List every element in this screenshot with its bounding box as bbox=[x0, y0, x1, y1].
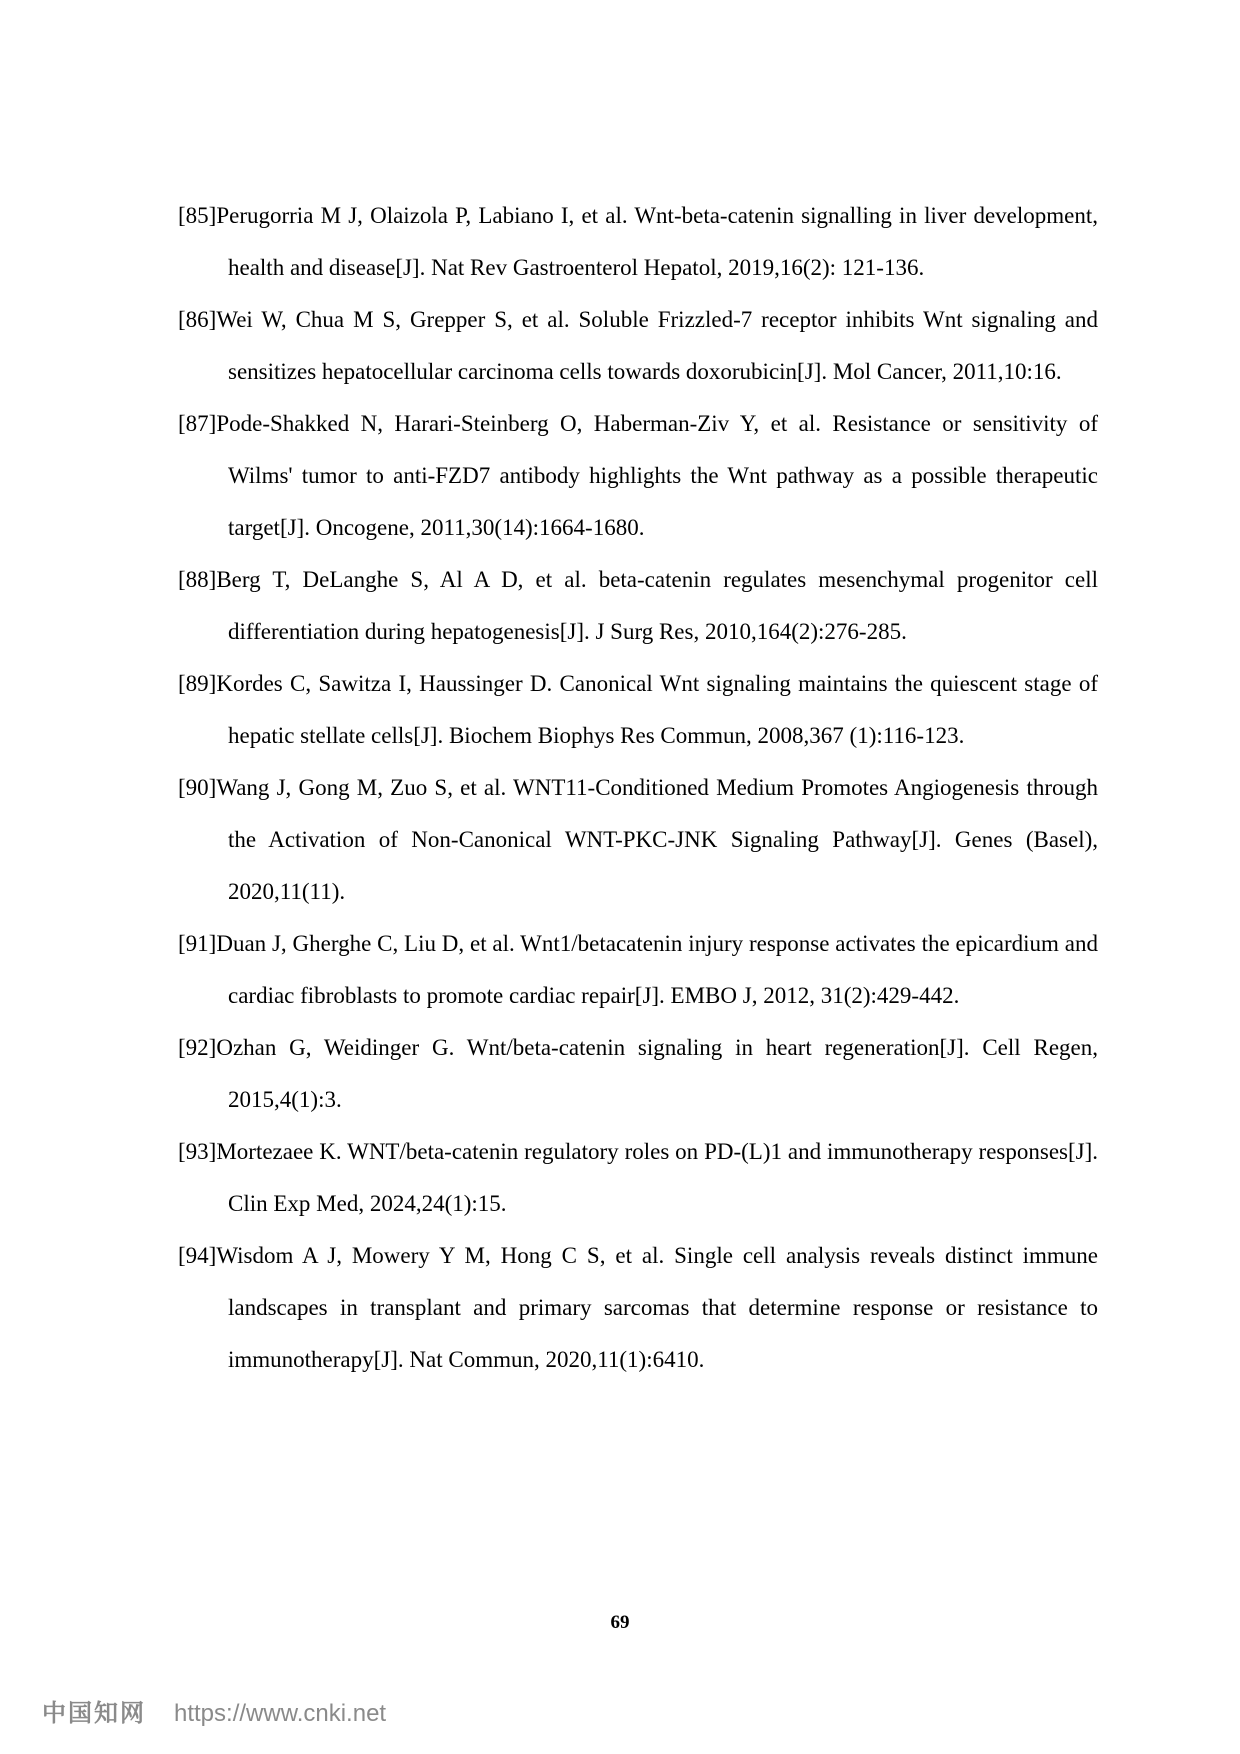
reference-item bbox=[178, 918, 1098, 1022]
reference-text: Ozhan G, Weidinger G. Wnt/beta-catenin signaling in heart regeneration[J]. Cell Regen, 2015,4(1):3. bbox=[216, 1035, 1098, 1112]
reference-number: [91] bbox=[178, 931, 217, 956]
reference-number: [85] bbox=[178, 203, 217, 228]
reference-number: [94] bbox=[178, 1243, 217, 1268]
reference-text: Berg T, DeLanghe S, Al A D, et al. beta-catenin regulates mesenchymal progenitor cell differentiation during hepatogenesis[J]. J Surg Res, 2010,164(2):276-285. bbox=[216, 567, 1098, 644]
reference-number: [90] bbox=[178, 775, 217, 800]
cnki-logo-text: 中国知网 bbox=[42, 1700, 146, 1727]
reference-number: [89] bbox=[178, 671, 217, 696]
reference-number: [87] bbox=[178, 411, 217, 436]
reference-number: [86] bbox=[178, 307, 217, 332]
reference-text: Perugorria M J, Olaizola P, Labiano I, et al. Wnt-beta-catenin signalling in liver development, health and disease[J]. Nat Rev Gastroenterol Hepatol, 2019,16(2): 121-136. bbox=[216, 203, 1098, 280]
reference-text: Wang J, Gong M, Zuo S, et al. WNT11-Conditioned Medium Promotes Angiogenesis through the Activation of Non-Canonical WNT-PKC-JNK Signaling Pathway[J]. Genes (Basel), 2020,11(11). bbox=[216, 775, 1098, 904]
reference-number: [93] bbox=[178, 1139, 217, 1164]
reference-text: Pode-Shakked N, Harari-Steinberg O, Haberman-Ziv Y, et al. Resistance or sensitivity of Wilms' tumor to anti-FZD7 antibody highlights the Wnt pathway as a possible therapeutic target[J]. Oncogene, 2011,30(14):1664-1680. bbox=[216, 411, 1098, 540]
footer-url[interactable]: https://www.cnki.net bbox=[174, 1700, 387, 1727]
reference-text: Mortezaee K. WNT/beta-catenin regulatory roles on PD-(L)1 and immunotherapy responses[J]. Clin Exp Med, 2024,24(1):15. bbox=[216, 1139, 1098, 1216]
footer-watermark bbox=[42, 1693, 386, 1728]
reference-number: [88] bbox=[178, 567, 217, 592]
reference-text: Kordes C, Sawitza I, Haussinger D. Canonical Wnt signaling maintains the quiescent stage of hepatic stellate cells[J]. Biochem Biophys Res Commun, 2008,367 (1):116-123. bbox=[216, 671, 1098, 748]
reference-item bbox=[178, 190, 1098, 294]
reference-item bbox=[178, 1230, 1098, 1386]
reference-item bbox=[178, 1022, 1098, 1126]
reference-item bbox=[178, 762, 1098, 918]
reference-item bbox=[178, 1126, 1098, 1230]
reference-item bbox=[178, 398, 1098, 554]
reference-item bbox=[178, 554, 1098, 658]
reference-item bbox=[178, 294, 1098, 398]
reference-text: Wei W, Chua M S, Grepper S, et al. Soluble Frizzled-7 receptor inhibits Wnt signaling and sensitizes hepatocellular carcinoma cells towards doxorubicin[J]. Mol Cancer, 2011,10:16. bbox=[216, 307, 1098, 384]
reference-number: [92] bbox=[178, 1035, 217, 1060]
page-number: 69 bbox=[610, 1612, 630, 1633]
reference-text: Duan J, Gherghe C, Liu D, et al. Wnt1/betacatenin injury response activates the epicardium and cardiac fibroblasts to promote cardiac repair[J]. EMBO J, 2012, 31(2):429-442. bbox=[216, 931, 1098, 1008]
reference-list bbox=[178, 190, 1098, 1386]
reference-item bbox=[178, 658, 1098, 762]
reference-text: Wisdom A J, Mowery Y M, Hong C S, et al. Single cell analysis reveals distinct immune landscapes in transplant and primary sarcomas that determine response or resistance to immunotherapy[J]. Nat Commun, 2020,11(1):6410. bbox=[216, 1243, 1098, 1372]
